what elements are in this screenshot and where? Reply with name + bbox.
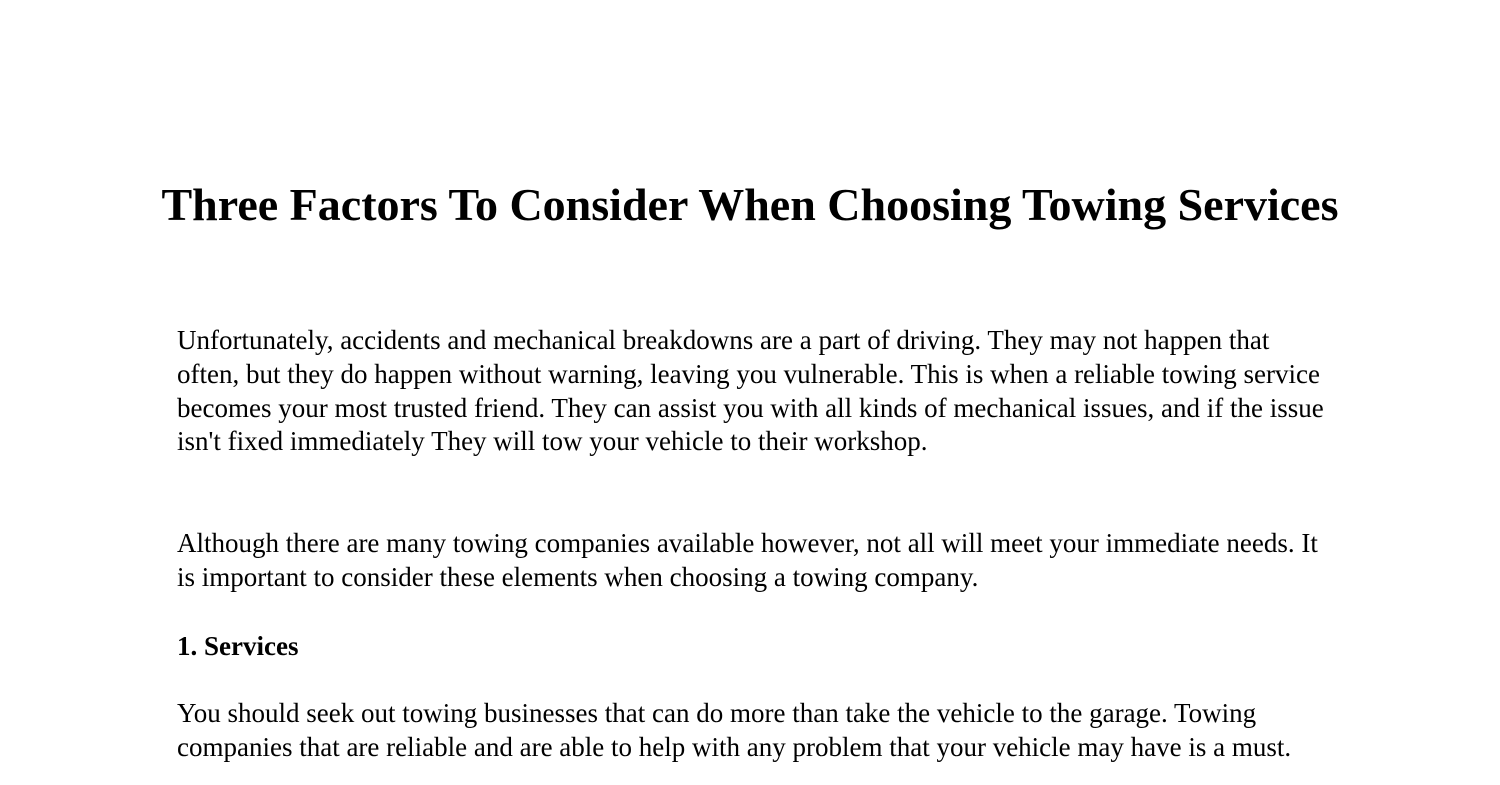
section-heading-services: 1. Services — [177, 631, 299, 661]
services-paragraph: You should seek out towing businesses that can do more than take the vehicle to the garage. Towing companies that are reliable and are able to help with any problem that your vehicle may have is a must. — [177, 698, 1292, 762]
second-paragraph: Although there are many towing companies available however, not all will meet your immediate needs. It is important to consider these elements when choosing a towing company. — [177, 528, 1318, 592]
document-title: Three Factors To Consider When Choosing Towing Services — [161, 179, 1339, 230]
intro-paragraph: Unfortunately, accidents and mechanical breakdowns are a part of driving. They may not happen that often, but they do happen without warning, leaving you vulnerable. This is when a reliable towing service becomes your most trusted friend. They can assist you with all kinds of mechanical issues, and if the issue isn't fixed immediately They will tow your vehicle to their workshop. — [177, 325, 1324, 457]
